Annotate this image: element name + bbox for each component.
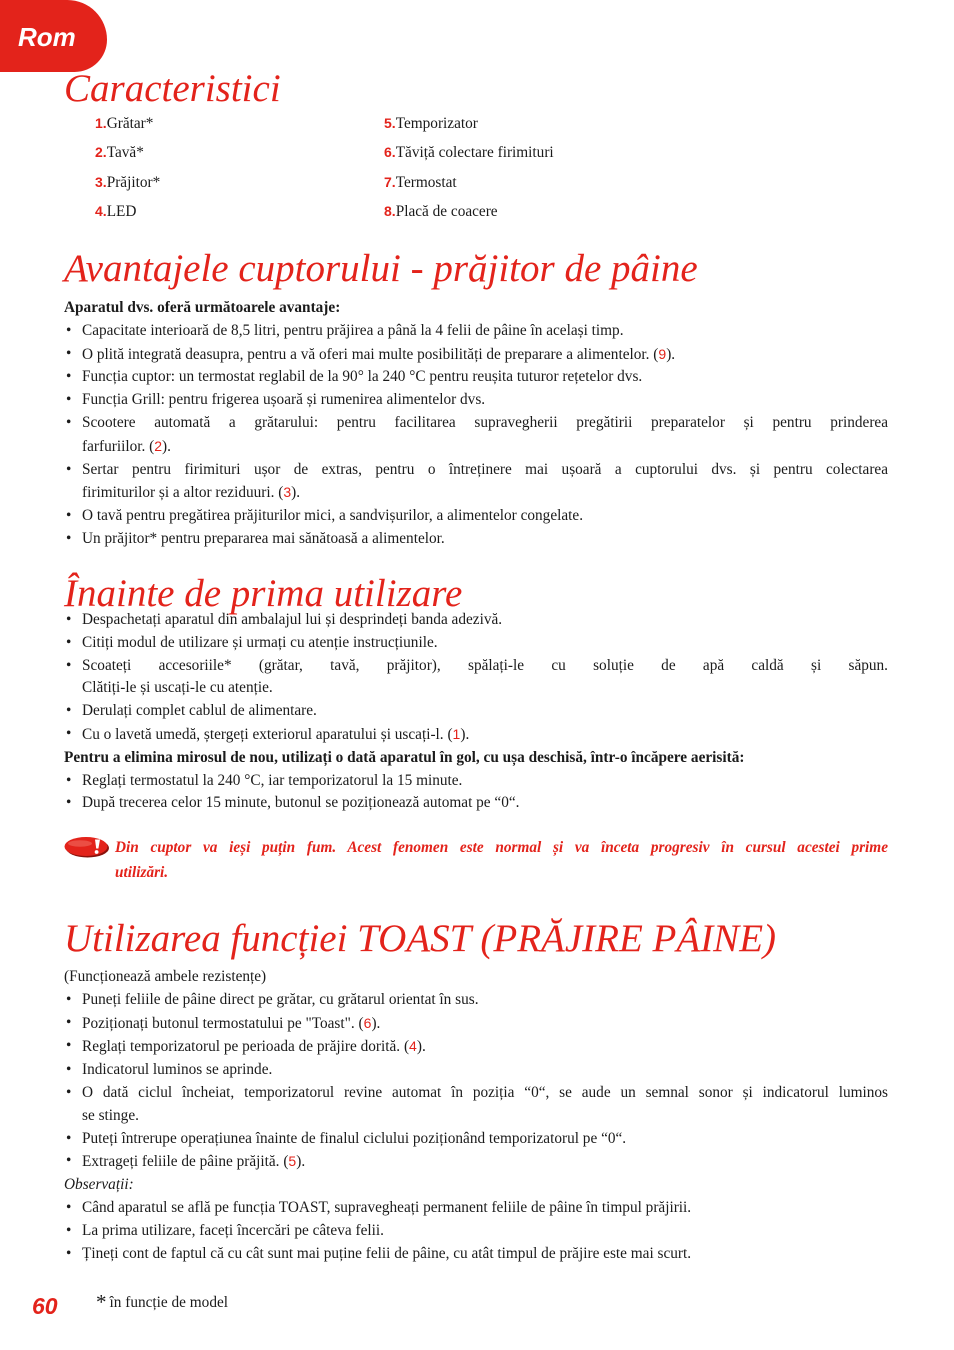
line-text: Citiți modul de utilizare și urmați cu atenție instrucțiunile. bbox=[82, 633, 438, 651]
text-line bbox=[82, 1150, 888, 1174]
features-heading: Caracteristici bbox=[64, 67, 281, 110]
feature-label: Tăviță colectare firimituri bbox=[395, 144, 554, 162]
line-text: După trecerea celor 15 minute, butonul se poziționează automat pe “0“. bbox=[82, 794, 520, 812]
feature-item bbox=[384, 138, 554, 167]
line-text: se stinge. bbox=[82, 1106, 139, 1124]
list-item bbox=[64, 770, 888, 793]
text-line bbox=[82, 700, 888, 723]
feature-label: Grătar* bbox=[106, 115, 154, 132]
feature-label: Placă de coacere bbox=[395, 202, 498, 220]
text-line bbox=[82, 1243, 888, 1266]
text-line bbox=[82, 505, 888, 528]
line-text: O plită integrată deasupra, pentru a vă oferi mai multe posibilități de preparare a alimentelor. ( bbox=[82, 345, 659, 363]
line-text: Puteți întrerupe operațiunea înainte de finalul ciclului poziționând temporizatorul pe “0“. bbox=[82, 1129, 627, 1147]
line-text: Sertar pentru firimituri ușor de extras, pentru o întreținere mai ușoară a cuptorului dvs. și pentru colectarea bbox=[82, 460, 888, 478]
footnote bbox=[96, 1290, 228, 1315]
line-text: O tavă pentru pregătirea prăjiturilor mici, a sandvișurilor, a alimentelor congelate. bbox=[82, 507, 584, 525]
text-line bbox=[82, 366, 888, 389]
first-use-section bbox=[64, 609, 888, 885]
first-use-heading: Înainte de prima utilizare bbox=[64, 572, 463, 615]
list-item bbox=[64, 792, 888, 815]
paragraph: Aparatul dvs. oferă următoarele avantaje: bbox=[64, 299, 341, 316]
line-text: Funcția cuptor: un termostat reglabil de la 90° la 240 °C pentru reușita tuturor rețetelor dvs. bbox=[82, 368, 643, 386]
list-item bbox=[64, 1012, 888, 1036]
feature-item bbox=[95, 168, 160, 197]
figure-reference: 2 bbox=[154, 437, 163, 454]
feature-column-left bbox=[95, 109, 160, 226]
bullet-list bbox=[64, 989, 888, 1174]
feature-label: Prăjitor* bbox=[106, 173, 161, 191]
footnote-mark: * bbox=[96, 1290, 107, 1314]
line-text: ). bbox=[371, 1014, 381, 1032]
text-line bbox=[115, 860, 888, 885]
list-item bbox=[64, 505, 888, 528]
list-item bbox=[64, 1150, 888, 1174]
list-item bbox=[64, 1128, 888, 1151]
text-line bbox=[82, 770, 888, 793]
text-line bbox=[82, 1197, 888, 1220]
list-item bbox=[64, 655, 888, 701]
line-text: Despachetați aparatul din ambalajul lui și desprindeți banda adezivă. bbox=[82, 611, 503, 628]
line-text: Reglați termostatul la 240 °C, iar temporizatorul la 15 minute. bbox=[82, 771, 463, 789]
line-text: Poziționați butonul termostatului pe "Toast". ( bbox=[82, 1014, 364, 1032]
line-text: Funcția Grill: pentru frigerea ușoară și rumenirea alimentelor dvs. bbox=[82, 391, 486, 409]
line-text: Țineți cont de faptul că cu cât sunt mai puține felii de pâine, cu atât timpul de prăjire este mai scurt. bbox=[82, 1244, 692, 1262]
feature-list bbox=[0, 109, 954, 229]
list-item bbox=[64, 412, 888, 459]
list-item bbox=[64, 389, 888, 412]
line-text: Puneți feliile de pâine direct pe grătar, cu grătarul orientat în sus. bbox=[82, 990, 479, 1008]
line-text: ). bbox=[162, 437, 171, 455]
footnote-text: în funcție de model bbox=[109, 1294, 229, 1311]
feature-column-right bbox=[384, 109, 554, 226]
line-text: firimiturilor și a altor reziduuri. ( bbox=[82, 484, 284, 502]
list-item bbox=[64, 320, 888, 343]
feature-item bbox=[95, 138, 160, 167]
text-line bbox=[82, 528, 888, 551]
list-item bbox=[64, 632, 888, 655]
feature-item bbox=[95, 109, 160, 138]
feature-number: 7. bbox=[384, 173, 396, 190]
feature-item bbox=[384, 197, 554, 226]
feature-number: 3. bbox=[95, 173, 107, 190]
text-line bbox=[115, 835, 888, 860]
list-item bbox=[64, 1197, 888, 1220]
text-line bbox=[82, 1035, 888, 1059]
feature-number: 8. bbox=[384, 202, 396, 219]
text-line bbox=[82, 412, 888, 435]
list-item bbox=[64, 1243, 888, 1266]
text-line bbox=[82, 1105, 888, 1128]
list-item bbox=[64, 343, 888, 367]
paragraph: Pentru a elimina mirosul de nou, utilizați o dată aparatul în gol, cu ușa deschisă, într-o încăpere aerisită: bbox=[64, 748, 745, 766]
figure-reference: 6 bbox=[363, 1014, 372, 1031]
list-item bbox=[64, 1059, 888, 1082]
bullet-list bbox=[64, 770, 888, 816]
feature-label: Tavă* bbox=[106, 144, 144, 162]
feature-number: 2. bbox=[95, 144, 107, 161]
text-line bbox=[82, 1059, 888, 1082]
line-text: Scootere automată a grătarului: pentru facilitarea supravegherii pregătirii preparatelor și pentru prinderea bbox=[82, 413, 888, 431]
figure-reference: 9 bbox=[658, 345, 667, 362]
text-line bbox=[82, 609, 888, 632]
text-line bbox=[82, 1082, 888, 1105]
text-line bbox=[82, 320, 888, 343]
figure-reference: 4 bbox=[409, 1038, 417, 1055]
line-text: Clătiți-le și uscați-le cu atenție. bbox=[82, 679, 273, 697]
line-text: Din cuptor va ieși puțin fum. Acest fenomen este normal și va înceta progresiv în cursul acestei prime bbox=[115, 839, 888, 857]
feature-number: 6. bbox=[384, 144, 396, 161]
list-item bbox=[64, 1082, 888, 1128]
feature-item bbox=[384, 168, 554, 197]
list-item bbox=[64, 366, 888, 389]
text-line bbox=[82, 459, 888, 482]
feature-item bbox=[384, 109, 554, 138]
line-text: Un prăjitor* pentru prepararea mai sănătoasă a alimentelor. bbox=[82, 529, 445, 547]
line-text: ). bbox=[460, 725, 470, 743]
line-text: ). bbox=[296, 1153, 306, 1171]
line-text: Scoateți accesoriile* (grătar, tavă, prăjitor), spălați-le cu soluție de apă caldă și săpun. bbox=[82, 656, 888, 674]
text-line bbox=[82, 389, 888, 412]
text-line bbox=[82, 677, 888, 700]
line-text: O dată ciclul încheiat, temporizatorul revine automat în poziția “0“, se aude un semnal sonor și indicatorul luminos bbox=[82, 1083, 888, 1101]
feature-label: Termostat bbox=[395, 173, 457, 191]
text-line bbox=[82, 343, 888, 367]
paragraph: Observații: bbox=[64, 1176, 134, 1194]
text-line bbox=[82, 792, 888, 815]
line-text: Capacitate interioară de 8,5 litri, pentru prăjirea a până la 4 felii de pâine în același timp. bbox=[82, 321, 624, 339]
bullet-list bbox=[64, 609, 888, 747]
paragraph: (Funcționează ambele rezistențe) bbox=[64, 968, 267, 985]
language-tab bbox=[0, 0, 107, 72]
advantages-section bbox=[64, 297, 888, 551]
list-item bbox=[64, 1035, 888, 1059]
warning-note bbox=[64, 835, 888, 885]
line-text: Derulați complet cablul de alimentare. bbox=[82, 702, 317, 720]
bullet-list bbox=[64, 320, 888, 551]
list-item bbox=[64, 609, 888, 632]
line-text: Extrageți feliile de pâine prăjită. ( bbox=[82, 1153, 289, 1171]
language-label: Rom bbox=[18, 22, 76, 52]
list-item bbox=[64, 459, 888, 506]
list-item bbox=[64, 700, 888, 723]
line-text: ). bbox=[666, 345, 676, 363]
line-text: Cu o lavetă umedă, ștergeți exteriorul aparatului și uscați-l. ( bbox=[82, 725, 453, 743]
list-item bbox=[64, 989, 888, 1012]
feature-item bbox=[95, 197, 160, 226]
feature-number: 5. bbox=[384, 115, 396, 131]
figure-reference: 3 bbox=[283, 484, 292, 501]
warning-icon bbox=[64, 836, 110, 858]
line-text: farfuriilor. ( bbox=[82, 437, 155, 455]
line-text: Indicatorul luminos se aprinde. bbox=[82, 1061, 273, 1079]
toast-function-section bbox=[64, 966, 888, 1265]
text-line bbox=[82, 632, 888, 655]
line-text: Când aparatul se află pe funcția TOAST, supravegheați permanent feliile de pâine în timpul prăjirii. bbox=[82, 1198, 692, 1216]
feature-number: 1. bbox=[95, 115, 107, 131]
line-text: Reglați temporizatorul pe perioada de prăjire dorită. ( bbox=[82, 1038, 410, 1056]
line-text: utilizări. bbox=[115, 864, 169, 882]
list-item bbox=[64, 723, 888, 747]
feature-label: LED bbox=[106, 202, 137, 220]
text-line bbox=[82, 655, 888, 678]
toast-function-heading: Utilizarea funcției TOAST (PRĂJIRE PÂINE) bbox=[64, 917, 776, 960]
text-line bbox=[82, 1012, 888, 1036]
text-line bbox=[82, 1128, 888, 1151]
figure-reference: 5 bbox=[288, 1153, 297, 1170]
text-line bbox=[82, 989, 888, 1012]
feature-label: Temporizator bbox=[395, 115, 478, 132]
line-text: ). bbox=[416, 1038, 426, 1056]
text-line bbox=[82, 435, 888, 459]
text-line bbox=[82, 723, 888, 747]
list-item bbox=[64, 528, 888, 551]
list-item bbox=[64, 1220, 888, 1243]
line-text: ). bbox=[291, 484, 301, 502]
feature-number: 4. bbox=[95, 202, 107, 219]
text-line bbox=[82, 1220, 888, 1243]
line-text: La prima utilizare, faceți încercări pe câteva felii. bbox=[82, 1221, 384, 1239]
page-number: 60 bbox=[32, 1293, 58, 1319]
bullet-list bbox=[64, 1197, 888, 1265]
text-line bbox=[82, 481, 888, 505]
advantages-heading: Avantajele cuptorului - prăjitor de pâine bbox=[64, 247, 698, 290]
figure-reference: 1 bbox=[452, 725, 461, 742]
